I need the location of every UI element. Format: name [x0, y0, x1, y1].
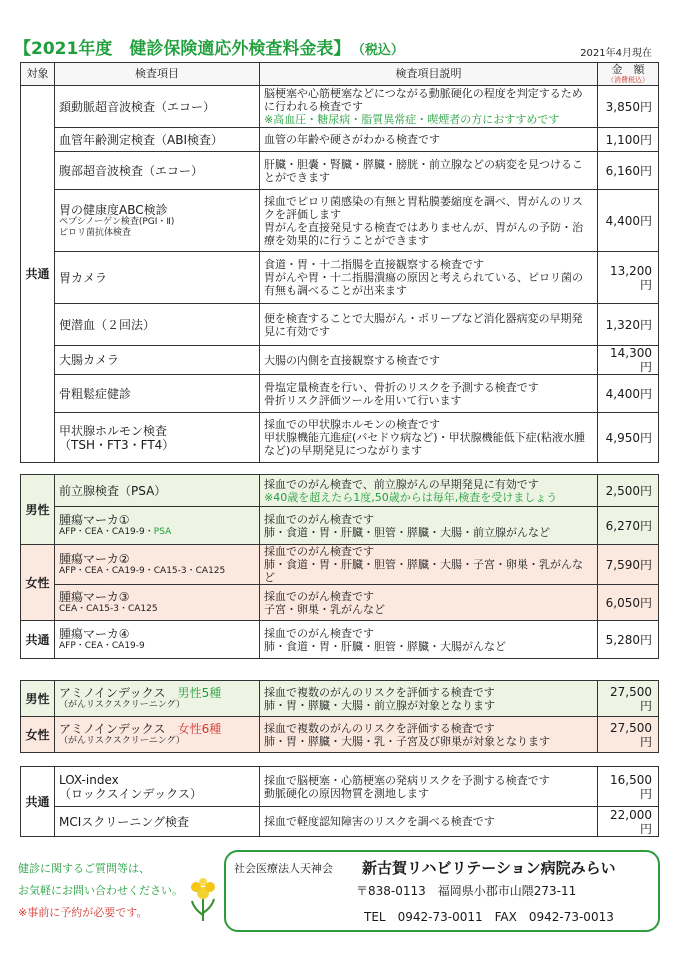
item-description	[260, 475, 598, 507]
contact-line: お気軽にお問い合わせください。	[18, 884, 183, 897]
item-price: 4,400円	[598, 375, 659, 413]
item-name: 骨粗鬆症健診	[55, 375, 260, 413]
table-row	[21, 346, 659, 375]
item-sub: ペプシノーゲン検査(PGⅠ・Ⅱ)	[59, 216, 175, 227]
item-name	[55, 767, 260, 807]
desc-text: 骨折リスク評価ツールを用いて行います	[264, 393, 462, 407]
item-name	[55, 681, 260, 717]
desc-text: 採血でのがん検査です	[264, 626, 374, 640]
item-sub: ピロリ菌抗体検査	[59, 227, 132, 238]
tax-label: （税込）	[358, 43, 404, 58]
item-description	[260, 681, 598, 717]
item-description	[260, 190, 598, 252]
item-description	[260, 86, 598, 128]
table-row	[21, 475, 659, 507]
category-common: 共通	[21, 767, 55, 837]
table-row	[21, 375, 659, 413]
header-price	[598, 63, 659, 86]
item-sub: （がんリスクスクリーニング）	[59, 700, 185, 710]
item-description: 便を検査することで大腸がん・ポリープなど消化器病変の早期発見に有効です	[260, 304, 598, 346]
item-description: 大腸の内側を直接観察する検査です	[260, 346, 598, 375]
item-sub: AFP・CEA・CA19-9	[59, 641, 145, 651]
item-name	[55, 507, 260, 545]
table-row	[21, 190, 659, 252]
item-price: 7,590円	[598, 545, 659, 585]
tumor-marker-table	[20, 474, 659, 659]
header-item: 検査項目	[55, 63, 260, 86]
category-common: 共通	[21, 621, 55, 659]
item-name-text: 甲状腺ホルモン検査	[59, 423, 168, 438]
desc-text: 採血でのがん検査です	[264, 589, 374, 603]
table-row	[21, 507, 659, 545]
desc-text: 動脈硬化の原因物質を測地します	[264, 786, 429, 800]
category-male: 男性	[21, 681, 55, 717]
item-name-text: 腫瘍マーカ①	[59, 513, 130, 527]
item-price: 14,300円	[598, 346, 659, 375]
item-description	[260, 413, 598, 463]
item-name: MCIスクリーニング検査	[55, 807, 260, 837]
item-price: 27,500円	[598, 717, 659, 753]
title-text: 【2021年度 健診保険適応外検査料金表】	[14, 39, 351, 59]
table-row	[21, 252, 659, 304]
item-name-text: （ロックスインデックス）	[59, 786, 203, 801]
contact-line: 健診に関するご質問等は、	[18, 862, 150, 875]
desc-text: 採血での甲状腺ホルモンの検査です	[264, 418, 440, 431]
table-row	[21, 807, 659, 837]
item-description: 採血で軽度認知障害のリスクを調べる検査です	[260, 807, 598, 837]
item-name-text: LOX-index	[59, 772, 119, 787]
desc-text: 採血でのがん検査で、前立腺がんの早期発見に有効です	[264, 477, 539, 491]
item-description	[260, 621, 598, 659]
item-sub: AFP・CEA・CA19-9・CA15-3・CA125	[59, 566, 226, 576]
item-sub: CEA・CA15-3・CA125	[59, 604, 158, 614]
table-row	[21, 545, 659, 585]
desc-note: ※高血圧・糖尿病・脂質異常症・喫煙者の方におすすめです	[264, 113, 560, 126]
category-female: 女性	[21, 545, 55, 621]
item-price: 4,400円	[598, 190, 659, 252]
risk-screening-table	[20, 766, 659, 837]
item-price: 16,500円	[598, 767, 659, 807]
item-price: 5,280円	[598, 621, 659, 659]
hospital-info-box	[224, 850, 660, 932]
table-row	[21, 585, 659, 621]
desc-text: 胃がんや胃・十二指腸潰瘍の原因と考えられている、ピロリ菌の有無も調べることが出来ます	[264, 271, 583, 297]
item-price: 3,850円	[598, 86, 659, 128]
table-row	[21, 128, 659, 152]
item-name-text: 腫瘍マーカ③	[59, 590, 130, 604]
price-tax-note: （消費税込）	[607, 76, 649, 84]
item-price: 22,000円	[598, 807, 659, 837]
item-price: 2,500円	[598, 475, 659, 507]
item-name-text: （TSH・FT3・FT4）	[59, 437, 175, 452]
item-sub: （がんリスクスクリーニング）	[59, 736, 185, 746]
table-row	[21, 621, 659, 659]
table-row	[21, 152, 659, 190]
amino-index-table	[20, 680, 659, 753]
item-description	[260, 252, 598, 304]
item-name: 腹部超音波検査（エコー）	[55, 152, 260, 190]
hospital-phone: TEL 0942-73-0011 FAX 0942-73-0013	[364, 910, 614, 924]
item-price: 1,100円	[598, 128, 659, 152]
header-description: 検査項目説明	[260, 63, 598, 86]
category-female: 女性	[21, 717, 55, 753]
item-name: 大腸カメラ	[55, 346, 260, 375]
item-price: 6,270円	[598, 507, 659, 545]
item-name	[55, 717, 260, 753]
item-name-text: アミノインデックス	[59, 686, 166, 700]
issue-date: 2021年4月現在	[580, 48, 652, 59]
item-name-text: 腫瘍マーカ④	[59, 627, 130, 641]
page-title	[14, 34, 404, 59]
desc-text: 採血で複数のがんのリスクを評価する検査です	[264, 721, 495, 735]
desc-text: 採血で脳梗塞・心筋梗塞の発病リスクを予測する検査です	[264, 773, 550, 787]
item-name	[55, 545, 260, 585]
item-description	[260, 585, 598, 621]
item-sub-highlight: PSA	[153, 527, 172, 537]
desc-text: 採血でのがん検査です	[264, 545, 374, 558]
flower-illustration	[188, 875, 218, 923]
desc-text: 採血でのがん検査です	[264, 512, 374, 526]
item-description: 肝臓・胆嚢・腎臓・膵臓・膀胱・前立腺などの病変を見つけることができます	[260, 152, 598, 190]
item-price: 4,950円	[598, 413, 659, 463]
price-label: 金 額	[611, 63, 645, 76]
desc-text: 子宮・卵巣・乳がんなど	[264, 602, 385, 616]
item-description	[260, 375, 598, 413]
category-male: 男性	[21, 475, 55, 545]
corporation-name: 社会医療法人天神会	[234, 862, 333, 875]
item-name-text: アミノインデックス	[59, 722, 166, 736]
item-name: 胃カメラ	[55, 252, 260, 304]
item-price: 6,160円	[598, 152, 659, 190]
desc-note: ※40歳を超えたら1度,50歳からは毎年,検査を受けましょう	[264, 490, 558, 504]
item-tag: 女性6種	[177, 722, 222, 736]
desc-text: 骨塩定量検査を行い、骨折のリスクを予測する検査です	[264, 380, 539, 394]
item-name	[55, 190, 260, 252]
item-description	[260, 507, 598, 545]
reservation-warning: ※事前に予約が必要です。	[18, 906, 148, 919]
category-common: 共通	[21, 86, 55, 463]
item-name	[55, 621, 260, 659]
item-name-text: 胃の健康度ABC検診	[59, 202, 168, 217]
item-price: 27,500円	[598, 681, 659, 717]
desc-text: 肺・胃・膵臓・大腸・前立腺が対象となります	[264, 698, 495, 712]
contact-note	[18, 858, 183, 924]
hospital-name: 新古賀リハビリテーション病院みらい	[362, 859, 616, 877]
table-row	[21, 304, 659, 346]
desc-text: 採血で複数のがんのリスクを評価する検査です	[264, 685, 495, 699]
desc-text: 肺・食道・胃・肝臓・胆管・膵臓・大腸・前立腺がんなど	[264, 525, 550, 539]
desc-text: 肺・胃・膵臓・大腸・乳・子宮及び卵巣が対象となります	[264, 734, 550, 748]
desc-text: 採血でピロリ菌感染の有無と胃粘膜萎縮度を調べ、胃がんのリスクを評価します	[264, 194, 583, 221]
item-description	[260, 545, 598, 585]
item-description: 血管の年齢や硬さがわかる検査です	[260, 128, 598, 152]
desc-text: 甲状腺機能亢進症(バセドウ病など)・甲状腺機能低下症(粘液水腫など)の早期発見につながります	[264, 431, 585, 457]
desc-text: 脳梗塞や心筋梗塞などにつながる動脈硬化の程度を判定するために行われる検査です	[264, 87, 583, 113]
item-price: 6,050円	[598, 585, 659, 621]
item-name	[55, 585, 260, 621]
table-row	[21, 767, 659, 807]
desc-text: 肺・食道・胃・肝臓・胆管・膵臓・大腸・子宮・卵巣・乳がんなど	[264, 558, 583, 584]
item-sub	[59, 527, 255, 538]
table-row	[21, 681, 659, 717]
table-row	[21, 413, 659, 463]
item-description	[260, 717, 598, 753]
item-name: 頚動脈超音波検査（エコー）	[55, 86, 260, 128]
item-price: 13,200円	[598, 252, 659, 304]
header-target: 対象	[21, 63, 55, 86]
desc-text: 肺・食道・胃・肝臓・胆管・膵臓・大腸がんなど	[264, 639, 506, 653]
table-row	[21, 717, 659, 753]
common-tests-table	[20, 62, 659, 463]
item-price: 1,320円	[598, 304, 659, 346]
item-name: 便潜血（２回法）	[55, 304, 260, 346]
item-name: 前立腺検査（PSA）	[55, 475, 260, 507]
item-sub-text: AFP・CEA・CA19-9・	[59, 527, 154, 537]
item-name: 血管年齢測定検査（ABI検査）	[55, 128, 260, 152]
item-description	[260, 767, 598, 807]
hospital-address: 〒838-0113 福岡県小郡市山隈273-11	[356, 884, 577, 898]
table-row	[21, 86, 659, 128]
desc-text: 胃がんを直接発見する検査ではありませんが、胃がんの予防・治療を効果的に行うことができます	[264, 220, 583, 247]
item-name	[55, 413, 260, 463]
item-tag: 男性5種	[177, 686, 222, 700]
desc-text: 食道・胃・十二指腸を直接観察する検査です	[264, 258, 484, 271]
item-name-text: 腫瘍マーカ②	[59, 552, 130, 566]
